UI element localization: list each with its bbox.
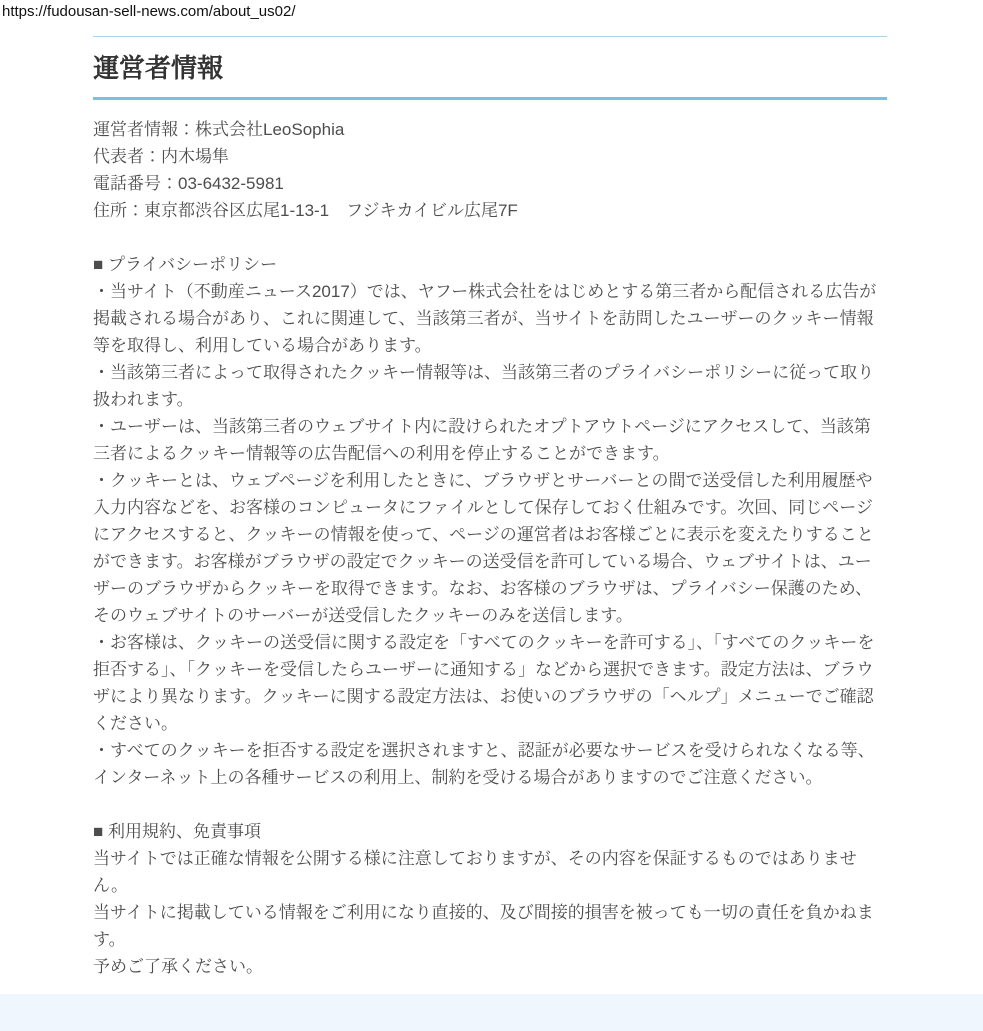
privacy-policy-paragraph: ・当該第三者によって取得されたクッキー情報等は、当該第三者のプライバシーポリシーに従って取り扱われます。 xyxy=(93,363,875,409)
page-body xyxy=(93,116,887,980)
privacy-policy-paragraph: ・当サイト（不動産ニュース2017）では、ヤフー株式会社をはじめとする第三者から配信される広告が掲載される場合があり、これに関連して、当該第三者が、当サイトを訪問したユーザーのクッキー情報等を取得し、利用している場合があります。 xyxy=(93,282,877,355)
privacy-policy-paragraph: ・お客様は、クッキーの送受信に関する設定を「すべてのクッキーを許可する」、「すべてのクッキーを拒否する」、「クッキーを受信したらユーザーに通知する」などから選択できます。設定方法は、ブラウザにより異なります。クッキーに関する設定方法は、お使いのブラウザの「ヘルプ」メニューでご確認ください。 xyxy=(93,633,875,733)
privacy-policy-paragraph: ・すべてのクッキーを拒否する設定を選択されますと、認証が必要なサービスを受けられなくなる等、インターネット上の各種サービスの利用上、制約を受ける場合がありますのでご注意ください。 xyxy=(93,741,875,787)
terms-paragraph: 予めご了承ください。 xyxy=(93,957,263,976)
terms-paragraph: 当サイトに掲載している情報をご利用になり直接的、及び間接的損害を被っても一切の責任を負かねます。 xyxy=(93,903,874,949)
operator-info-phone: 電話番号：03-6432-5981 xyxy=(93,174,284,193)
title-underline xyxy=(93,97,887,100)
page-title: 運営者情報 xyxy=(93,53,224,83)
footer-band xyxy=(0,994,983,1031)
privacy-policy-paragraph: ・ユーザーは、当該第三者のウェブサイト内に設けられたオプトアウトページにアクセスして、当該第三者によるクッキー情報等の広告配信への利用を停止することができます。 xyxy=(93,417,871,463)
operator-info-company: 運営者情報：株式会社LeoSophia xyxy=(93,120,345,139)
terms-section xyxy=(93,818,887,980)
privacy-policy-section xyxy=(93,251,887,791)
privacy-policy-paragraph: ・クッキーとは、ウェブページを利用したときに、ブラウザとサーバーとの間で送受信した利用履歴や入力内容などを、お客様のコンピュータにファイルとして保存しておく仕組みです。次回、同じページにアクセスすると、クッキーの情報を使って、ページの運営者はお客様ごとに表示を変えたりすることができます。お客様がブラウザの設定でクッキーの送受信を許可している場合、ウェブサイトは、ユーザーのブラウザからクッキーを取得できます。なお、お客様のブラウザは、プライバシー保護のため、そのウェブサイトのサーバーが送受信したクッキーのみを送信します。 xyxy=(93,471,874,625)
operator-info-representative: 代表者：内木場隼 xyxy=(93,147,229,166)
top-divider-line xyxy=(93,36,887,37)
terms-paragraph: 当サイトでは正確な情報を公開する様に注意しておりますが、その内容を保証するものではありません。 xyxy=(93,849,857,895)
browser-url: https://fudousan-sell-news.com/about_us02/ xyxy=(2,3,296,20)
operator-info-section xyxy=(93,116,887,224)
privacy-policy-heading: ■ プライバシーポリシー xyxy=(93,255,278,274)
operator-info-address: 住所：東京都渋谷区広尾1-13-1 フジキカイビル広尾7F xyxy=(93,201,518,220)
terms-heading: ■ 利用規約、免責事項 xyxy=(93,822,261,841)
main-content xyxy=(93,36,887,980)
